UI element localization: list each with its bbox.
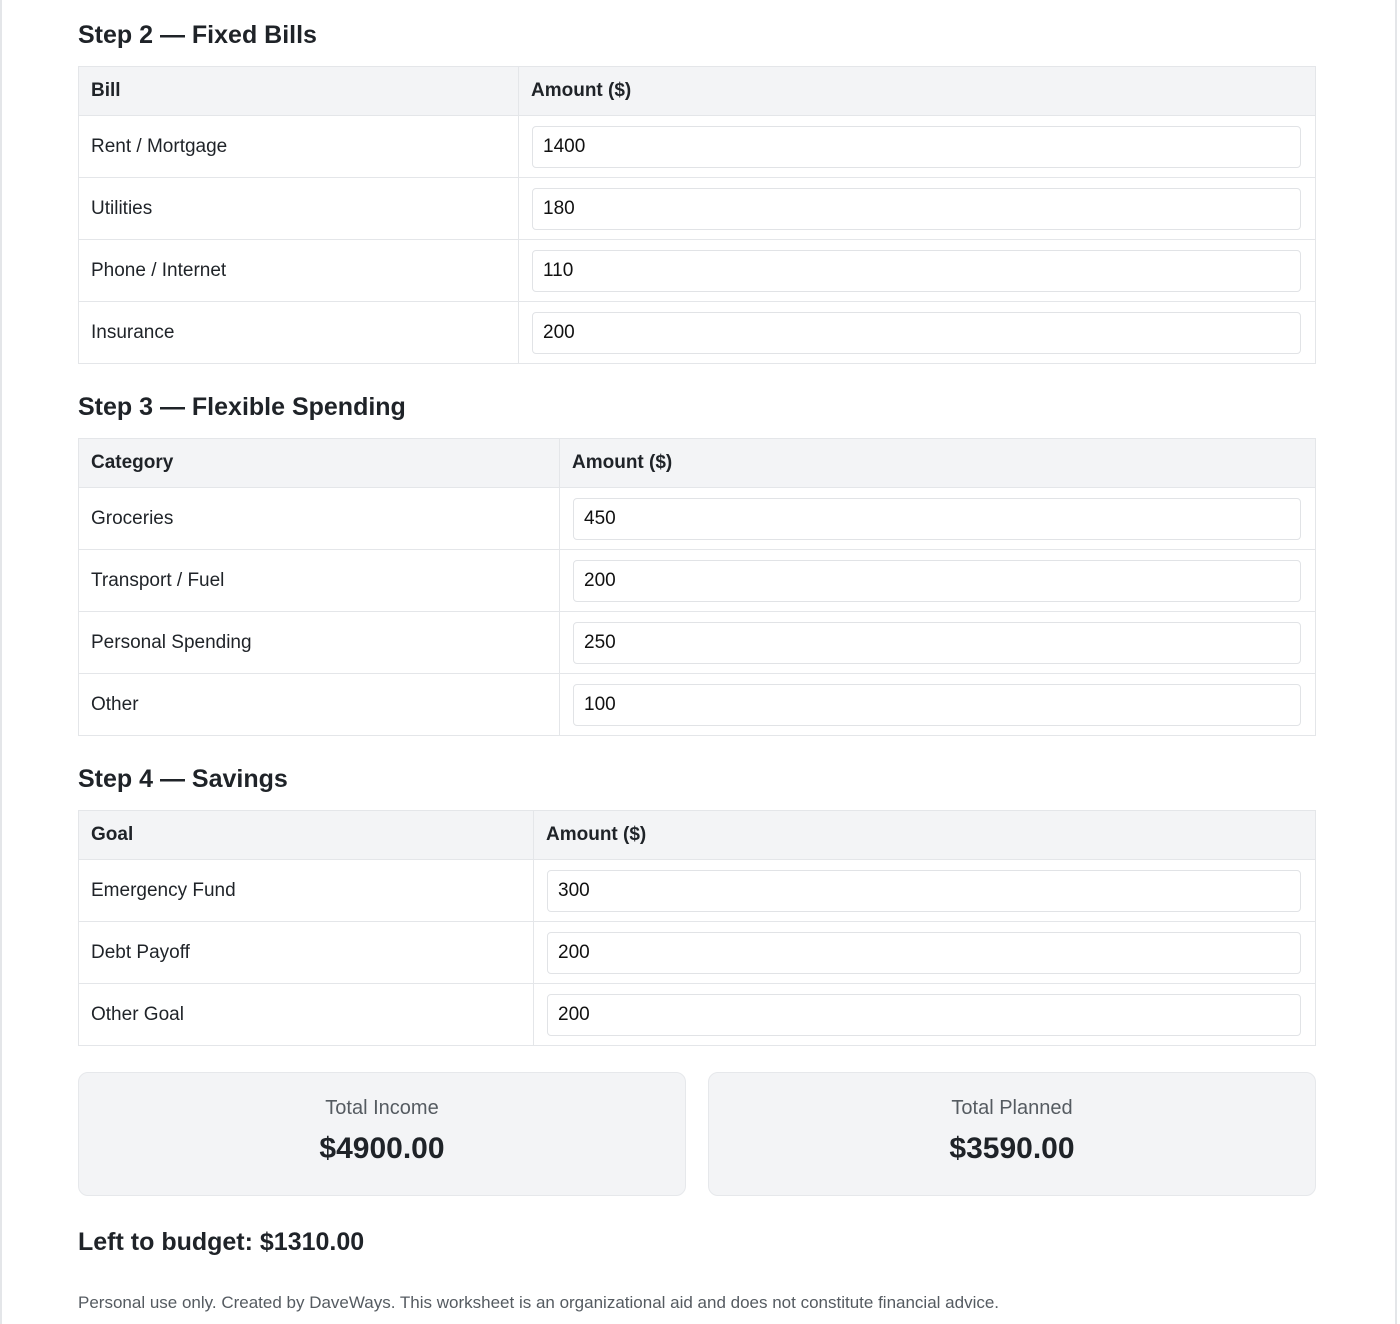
total-income-label: Total Income (325, 1097, 439, 1119)
column-header-amount: Amount ($) (534, 811, 1316, 860)
table-row (79, 550, 1316, 612)
table-header-row (79, 67, 1316, 116)
row-label-emergency-fund: Emergency Fund (79, 860, 534, 922)
budget-worksheet (78, 0, 1316, 1313)
row-label-other: Other (79, 674, 560, 736)
disclaimer-text: Personal use only. Created by DaveWays. This worksheet is an organizational aid and does not constitute financial advice. (78, 1293, 1000, 1312)
column-header-bill: Bill (79, 67, 519, 116)
phone-internet-amount-input[interactable] (532, 250, 1301, 292)
table-row (79, 984, 1316, 1046)
column-header-amount: Amount ($) (519, 67, 1316, 116)
total-income-value: $4900.00 (319, 1132, 445, 1165)
row-label-groceries: Groceries (79, 488, 560, 550)
row-label-utilities: Utilities (79, 178, 519, 240)
table-header-row (79, 439, 1316, 488)
column-header-category: Category (79, 439, 560, 488)
row-label-transport-fuel: Transport / Fuel (79, 550, 560, 612)
page-edge-left (0, 0, 2, 1324)
table-row (79, 116, 1316, 178)
rent-amount-input[interactable] (532, 126, 1301, 168)
other-amount-input[interactable] (573, 684, 1301, 726)
table-row (79, 860, 1316, 922)
personal-spending-amount-input[interactable] (573, 622, 1301, 664)
totals-summary (78, 1072, 1316, 1196)
page-edge-right (1395, 0, 1397, 1324)
row-label-debt-payoff: Debt Payoff (79, 922, 534, 984)
table-row (79, 302, 1316, 364)
row-label-phone-internet: Phone / Internet (79, 240, 519, 302)
row-label-insurance: Insurance (79, 302, 519, 364)
table-row (79, 674, 1316, 736)
row-label-rent: Rent / Mortgage (79, 116, 519, 178)
groceries-amount-input[interactable] (573, 498, 1301, 540)
transport-fuel-amount-input[interactable] (573, 560, 1301, 602)
utilities-amount-input[interactable] (532, 188, 1301, 230)
insurance-amount-input[interactable] (532, 312, 1301, 354)
table-row (79, 178, 1316, 240)
total-planned-label: Total Planned (951, 1097, 1073, 1119)
fixed-bills-table (78, 66, 1316, 364)
table-row (79, 612, 1316, 674)
flexible-spending-table (78, 438, 1316, 736)
left-to-budget: Left to budget: $1310.00 (78, 1228, 365, 1256)
other-goal-amount-input[interactable] (547, 994, 1301, 1036)
step4-heading: Step 4 — Savings (78, 765, 288, 793)
total-planned-card (708, 1072, 1316, 1196)
total-planned-value: $3590.00 (949, 1132, 1075, 1165)
step2-heading: Step 2 — Fixed Bills (78, 21, 317, 49)
table-header-row (79, 811, 1316, 860)
column-header-goal: Goal (79, 811, 534, 860)
debt-payoff-amount-input[interactable] (547, 932, 1301, 974)
step3-heading: Step 3 — Flexible Spending (78, 393, 406, 421)
row-label-other-goal: Other Goal (79, 984, 534, 1046)
table-row (79, 240, 1316, 302)
emergency-fund-amount-input[interactable] (547, 870, 1301, 912)
savings-table (78, 810, 1316, 1046)
total-income-card (78, 1072, 686, 1196)
table-row (79, 922, 1316, 984)
column-header-amount: Amount ($) (560, 439, 1316, 488)
table-row (79, 488, 1316, 550)
row-label-personal-spending: Personal Spending (79, 612, 560, 674)
